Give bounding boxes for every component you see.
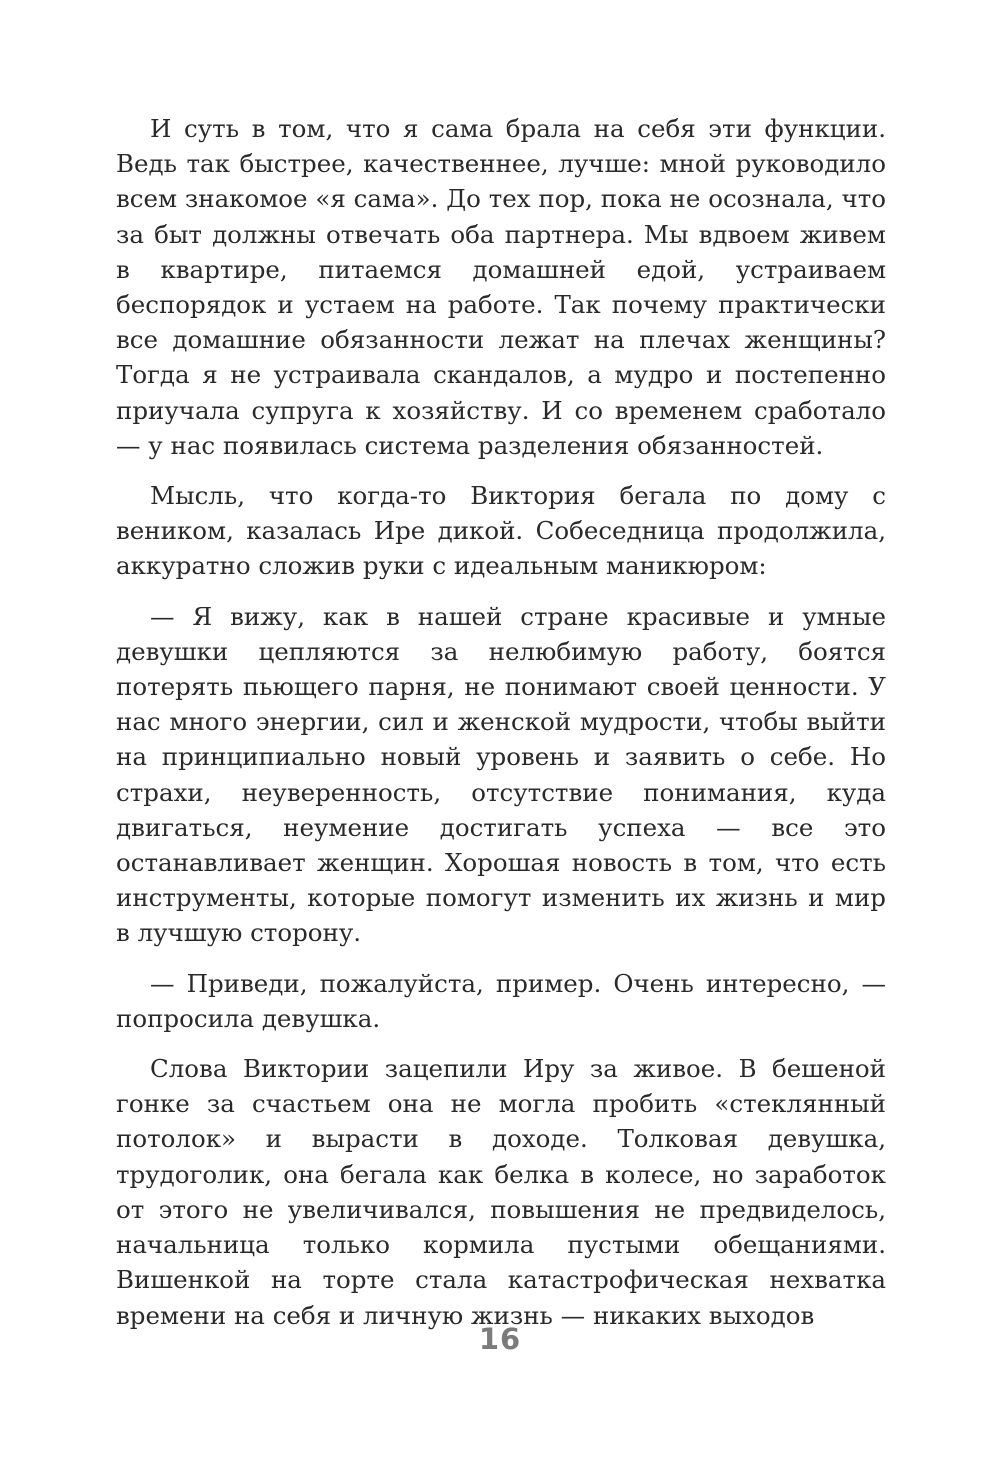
paragraph-1: И суть в том, что я сама брала на себя эти функции. Ведь так быстрее, качественнее, лучше: мной руководило всем знакомое «я сама». До тех пор, пока не осознала, что за быт должны отвечать оба партнера. Мы вдвоем живем в квартире, питаемся домашней едой, устраиваем беспорядок и устаем на работе. Так почему практически все домашние обязанности лежат на плечах женщины? Тогда я не устраивала скандалов, а мудро и постепенно приучала супруга к хозяйству. И со временем сработало — у нас появилась система разделения обязанностей. [116, 114, 886, 460]
page-number: 16 [478, 1322, 522, 1356]
paragraph-5: Слова Виктории зацепили Иру за живое. В бешеной гонке за счастьем она не могла пробить «стеклянный потолок» и вырасти в доходе. Толковая девушка, трудоголик, она бегала как белка в колесе, но заработок от этого не увеличивался, повышения не предвиделось, начальница только кормила пустыми обещаниями. Вишенкой на торте стала катастрофическая нехватка времени на себя и личную жизнь — никаких выходов [116, 1054, 886, 1330]
paragraph-2: Мысль, что когда-то Виктория бегала по дому с веником, казалась Ире дикой. Собеседница продолжила, аккуратно сложив руки с идеальным маникюром: [116, 481, 886, 581]
paragraph-4: — Приведи, пожалуйста, пример. Очень интересно, — попросила девушка. [116, 968, 886, 1033]
page-body [116, 111, 886, 1348]
paragraph-3: — Я вижу, как в нашей стране красивые и умные девушки цепляются за нелюбимую работу, боятся потерять пьющего парня, не понимают своей ценности. У нас много энергии, сил и женской мудрости, чтобы выйти на принципиально новый уровень и заявить о себе. Но страхи, неуверенность, отсутствие понимания, куда двигаться, неумение достигать успеха — все это останавливает женщин. Хорошая новость в том, что есть инструменты, которые помогут изменить их жизнь и мир в лучшую сторону. [116, 601, 886, 948]
